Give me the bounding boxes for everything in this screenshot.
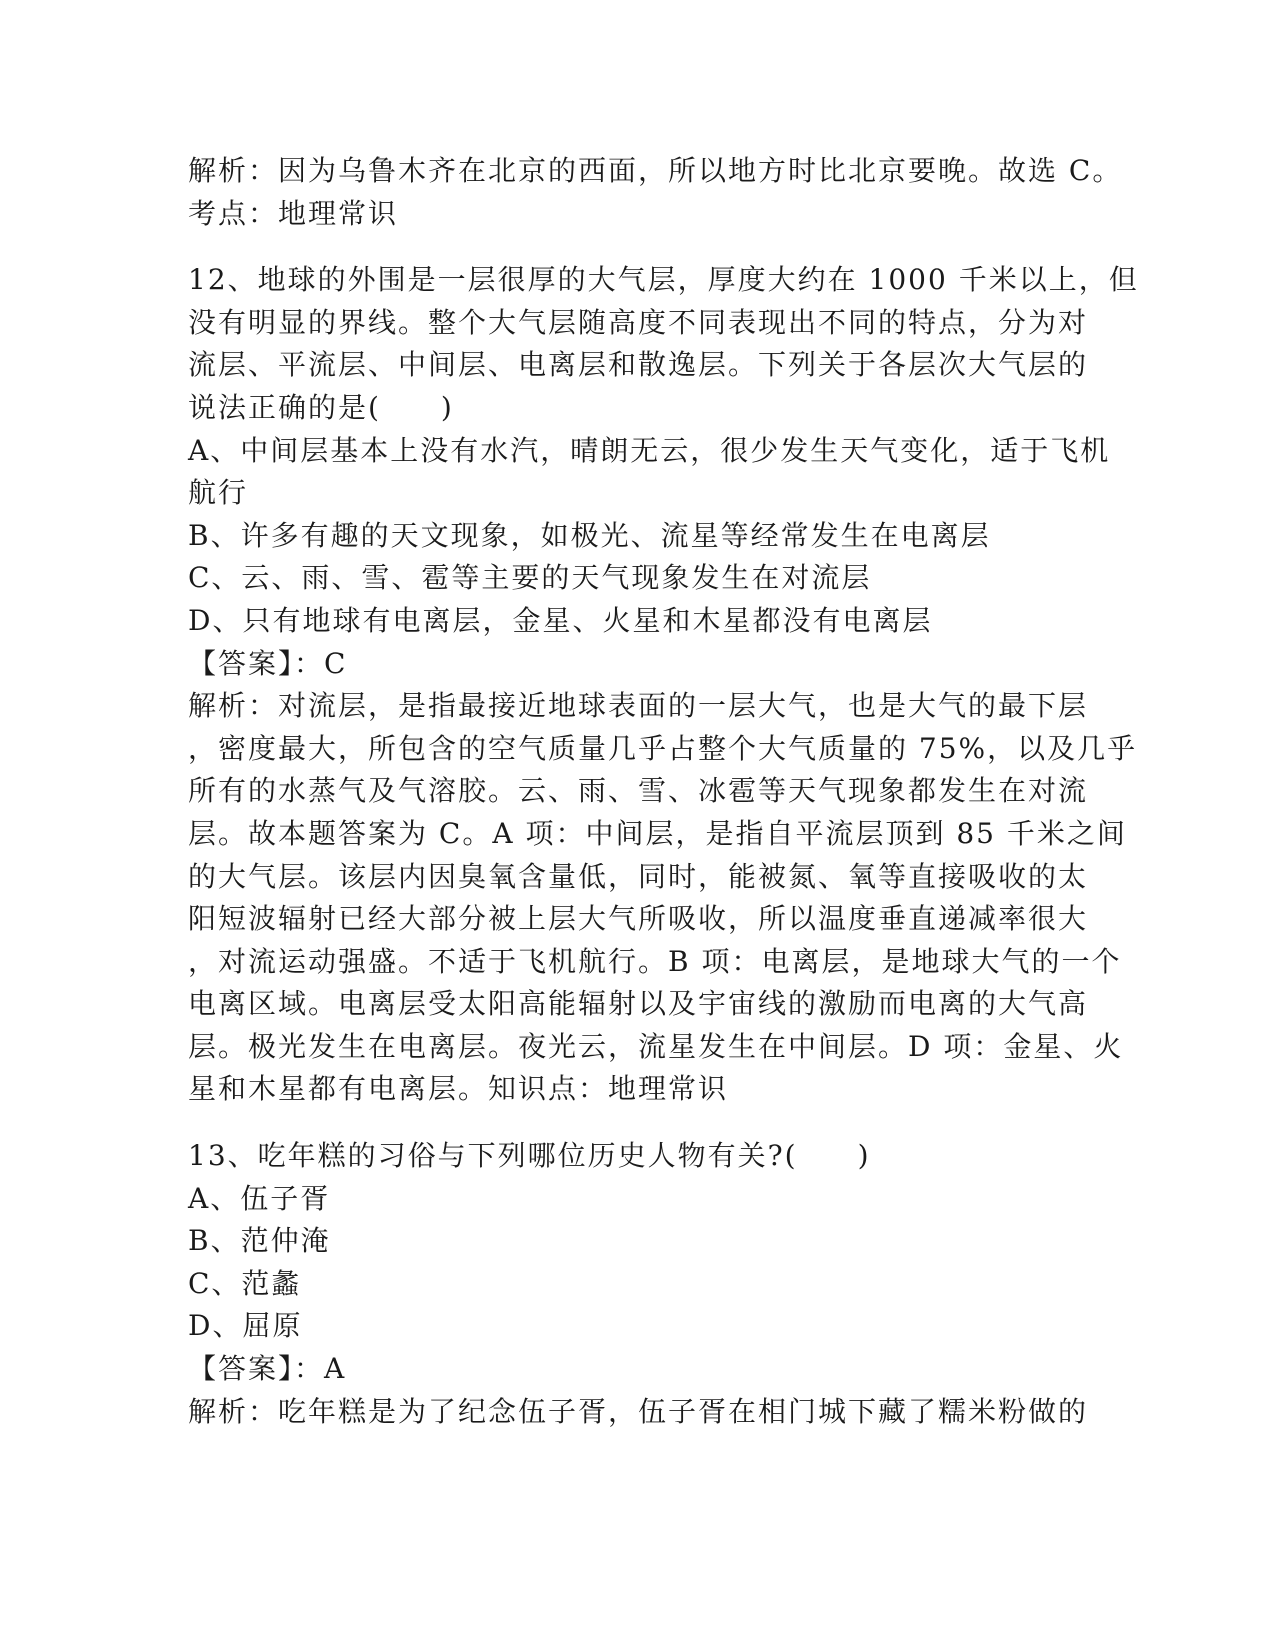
q12-answer: 【答案】：C [188,646,348,680]
q11-analysis: 解析：因为乌鲁木齐在北京的西面，所以地方时比北京要晚。故选 C。 [188,154,1123,187]
q12-option-a-cont: 航行 [188,476,249,510]
q12-analysis-line: ，密度最大，所包含的空气质量几乎占整个大气质量的 75%，以及几乎 [188,731,1138,765]
q12-analysis-line: 电离区域。电离层受太阳高能辐射以及宇宙线的激励而电离的大气高 [188,987,1089,1021]
q12-stem-line: 12、地球的外围是一层很厚的大气层，厚度大约在 1000 千米以上，但 [188,263,1139,297]
document-page [188,150,1139,1433]
q13-stem: 13、吃年糕的习俗与下列哪位历史人物有关?( ) [188,1139,871,1173]
q12-stem-line: 没有明显的界线。整个大气层随高度不同表现出不同的特点，分为对 [188,305,1089,339]
q12-analysis-line: 解析：对流层，是指最接近地球表面的一层大气，也是大气的最下层 [188,689,1089,723]
q12-analysis-line: ，对流运动强盛。不适于飞机航行。B 项：电离层，是地球大气的一个 [188,944,1122,978]
q12-option-a: A、中间层基本上没有水汽，晴朗无云，很少发生天气变化，适于飞机 [188,433,1111,467]
q11-topic: 考点：地理常识 [188,196,399,230]
q13-option-a: A、伍子胥 [188,1181,331,1215]
q11-tail [188,150,1123,235]
q12-analysis-line: 的大气层。该层内因臭氧含量低，同时，能被氮、氧等直接吸收的太 [188,859,1089,893]
q13-analysis-line: 解析：吃年糕是为了纪念伍子胥，伍子胥在相门城下藏了糯米粉做的 [188,1394,1089,1428]
question-12 [188,259,1139,1111]
q12-analysis-line: 层。极光发生在电离层。夜光云，流星发生在中间层。D 项：金星、火 [188,1029,1124,1063]
q12-analysis-line: 星和木星都有电离层。知识点：地理常识 [188,1072,729,1106]
q12-analysis-line: 阳短波辐射已经大部分被上层大气所吸收，所以温度垂直递减率很大 [188,902,1089,936]
q12-option-b: B、许多有趣的天文现象，如极光、流星等经常发生在电离层 [188,518,991,552]
q12-analysis-line: 所有的水蒸气及气溶胶。云、雨、雪、冰雹等天气现象都发生在对流 [188,774,1089,808]
q13-option-b: B、范仲淹 [188,1224,331,1258]
q12-analysis-line: 层。故本题答案为 C。A 项：中间层，是指自平流层顶到 85 千米之间 [188,816,1127,850]
q12-stem-line: 流层、平流层、中间层、电离层和散逸层。下列关于各层次大气层的 [188,348,1089,382]
q13-option-c: C、范蠡 [188,1266,302,1300]
q13-option-d: D、屈原 [188,1309,303,1343]
q12-option-c: C、云、雨、雪、雹等主要的天气现象发生在对流层 [188,561,872,595]
q12-option-d: D、只有地球有电离层，金星、火星和木星都没有电离层 [188,603,933,637]
question-13 [188,1135,1088,1433]
q12-stem-line: 说法正确的是( ) [188,390,454,424]
q13-answer: 【答案】：A [188,1352,347,1386]
